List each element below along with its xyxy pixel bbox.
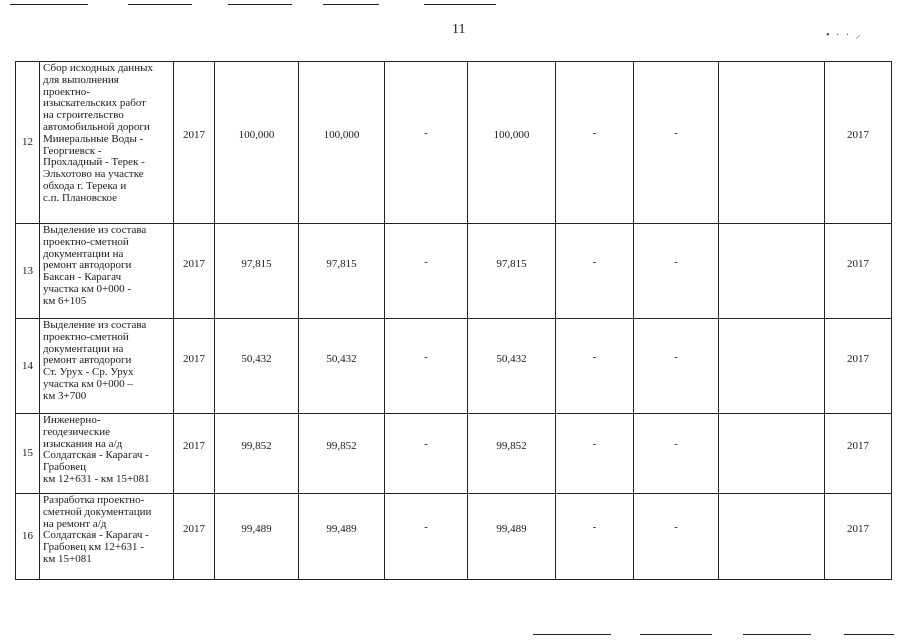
row-description [40, 224, 174, 319]
row-description [40, 62, 174, 224]
row-total: 99,852 [215, 414, 299, 494]
top-rule-5 [424, 4, 496, 5]
row-number: 14 [16, 319, 40, 414]
description-line: участка км 0+000 – [43, 377, 133, 390]
row-number: 16 [16, 494, 40, 580]
row-col-7 [719, 224, 825, 319]
row-year-end: 2017 [825, 414, 892, 494]
row-year-start: 2017 [174, 62, 215, 224]
row-col-5: - [556, 62, 634, 224]
description-line: Сбор исходных данных [43, 62, 153, 74]
row-col-5: - [556, 414, 634, 494]
bottom-rule-4 [844, 634, 894, 635]
description-line: геодезические [43, 425, 110, 438]
description-line: изыскания на а/д [43, 437, 123, 450]
row-col-3: - [385, 494, 468, 580]
description-line: на строительство [43, 109, 124, 122]
row-col-3: - [385, 319, 468, 414]
table-row [16, 224, 892, 319]
row-total: 97,815 [215, 224, 299, 319]
row-total: 100,000 [215, 62, 299, 224]
table-row [16, 62, 892, 224]
row-col-2: 97,815 [299, 224, 385, 319]
row-year-start: 2017 [174, 224, 215, 319]
row-description [40, 494, 174, 580]
row-col-2: 50,432 [299, 319, 385, 414]
bottom-rule-3 [743, 634, 811, 635]
row-col-6: - [634, 319, 719, 414]
scan-artifact-marks: • · · ⸝ [826, 30, 863, 41]
row-col-3: - [385, 414, 468, 494]
description-line: Грабовец [43, 461, 87, 474]
description-line: для выполнения [43, 73, 119, 86]
description-line: проектно-сметной [43, 235, 129, 248]
top-rule-2 [128, 4, 192, 5]
row-col-2: 100,000 [299, 62, 385, 224]
bottom-rule-2 [640, 634, 712, 635]
row-year-end: 2017 [825, 62, 892, 224]
description-line: документации на [43, 247, 124, 260]
description-line: Выделение из состава [43, 319, 147, 331]
description-line: Инженерно- [43, 414, 101, 426]
row-col-7 [719, 319, 825, 414]
top-rule-4 [323, 4, 379, 5]
description-line: Прохладный - Терек - [43, 156, 145, 169]
page-number: 11 [452, 22, 466, 37]
description-line: проектно-сметной [43, 330, 129, 343]
description-line: Минеральные Воды - [43, 132, 144, 145]
row-col-4: 100,000 [468, 62, 556, 224]
row-year-end: 2017 [825, 494, 892, 580]
table-row [16, 494, 892, 580]
description-line: км 3+700 [43, 389, 87, 402]
description-line: Солдатская - Карагач - [43, 529, 149, 542]
description-line: обхода г. Терека и [43, 179, 127, 192]
row-year-end: 2017 [825, 319, 892, 414]
description-line: км 6+105 [43, 294, 87, 307]
row-col-5: - [556, 224, 634, 319]
top-rule-1 [10, 4, 88, 5]
table-row [16, 414, 892, 494]
description-line: изыскательских работ [43, 97, 146, 110]
row-col-2: 99,489 [299, 494, 385, 580]
row-number: 13 [16, 224, 40, 319]
description-line: км 12+631 - км 15+081 [43, 472, 150, 485]
description-line: сметной документации [43, 505, 152, 518]
description-line: документации на [43, 342, 124, 355]
row-year-start: 2017 [174, 319, 215, 414]
description-line: с.п. Плановское [43, 191, 118, 204]
row-col-6: - [634, 494, 719, 580]
row-col-6: - [634, 62, 719, 224]
description-line: проектно- [43, 85, 90, 98]
row-col-3: - [385, 62, 468, 224]
row-col-3: - [385, 224, 468, 319]
row-col-4: 50,432 [468, 319, 556, 414]
row-col-6: - [634, 414, 719, 494]
row-number: 12 [16, 62, 40, 224]
row-description [40, 319, 174, 414]
description-line: Выделение из состава [43, 224, 147, 236]
row-col-7 [719, 414, 825, 494]
bottom-rule-1 [533, 634, 611, 635]
budget-table [15, 61, 892, 580]
description-line: Эльхотово на участке [43, 168, 144, 181]
row-year-end: 2017 [825, 224, 892, 319]
description-line: Грабовец км 12+631 - [43, 541, 144, 554]
description-line: ремонт автодороги [43, 259, 132, 272]
row-year-start: 2017 [174, 494, 215, 580]
row-col-4: 97,815 [468, 224, 556, 319]
row-col-5: - [556, 319, 634, 414]
description-line: Солдатская - Карагач - [43, 449, 149, 462]
row-number: 15 [16, 414, 40, 494]
row-col-7 [719, 62, 825, 224]
row-col-5: - [556, 494, 634, 580]
description-line: на ремонт а/д [43, 517, 107, 530]
row-total: 99,489 [215, 494, 299, 580]
table-body [16, 62, 892, 580]
description-line: участка км 0+000 - [43, 282, 132, 295]
description-line: Георгиевск - [43, 144, 102, 157]
row-col-4: 99,489 [468, 494, 556, 580]
row-description [40, 414, 174, 494]
row-year-start: 2017 [174, 414, 215, 494]
row-col-6: - [634, 224, 719, 319]
row-col-4: 99,852 [468, 414, 556, 494]
row-total: 50,432 [215, 319, 299, 414]
description-line: Разработка проектно- [43, 494, 145, 506]
table-row [16, 319, 892, 414]
top-rule-3 [228, 4, 292, 5]
row-col-7 [719, 494, 825, 580]
description-line: ремонт автодороги [43, 354, 132, 367]
description-line: Баксан - Карагач [43, 271, 122, 284]
description-line: автомобильной дороги [43, 120, 150, 133]
row-col-2: 99,852 [299, 414, 385, 494]
description-line: Ст. Урух - Ср. Урух [43, 366, 134, 379]
description-line: км 15+081 [43, 552, 92, 565]
